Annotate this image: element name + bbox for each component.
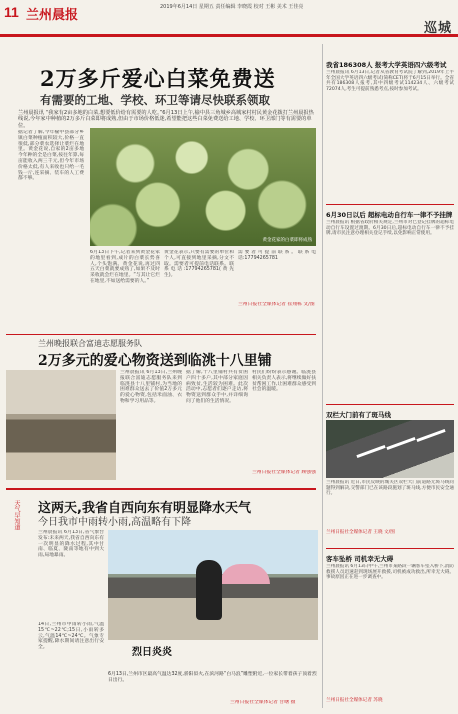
story1-col3: 黄金花表示,只要有需要的单位和个人,可直接到地里采摘,分文不取。需要者可提前电话联系。联系电话:17794265781(黄先生)。 [164, 250, 234, 279]
right-item-exam-title: 我省186308人 报考大学英语四六级考试 [326, 61, 447, 69]
story2-title: 2万多元的爱心物资送到临洮十八里铺 [38, 353, 272, 369]
right-divider-3 [326, 548, 454, 549]
crosswalk-stripe [386, 437, 415, 450]
crosswalk-stripe [356, 445, 385, 458]
right-item-bus [326, 554, 454, 704]
header-info: 2019年6月14日 星期五 责任编辑 李晓霞 校对 王彬 美术 王佳亮 [160, 4, 304, 10]
story3-subtitle: 今日我市中雨转小雨,高温略有下降 [38, 517, 192, 528]
right-item-bus-text: 兰州晨报讯 6月13日中午,兰州市某路段一辆客车坠入桥下,消防救援人员迅速赶到现场展开救援,司机被成功救出,所幸无大碍。事故原因正在进一步调查中。 [326, 564, 454, 581]
story1-contact: 需要者可提前联系。联系电话:17794265781 [238, 250, 316, 261]
story3-divider [6, 488, 316, 490]
right-item-exam-text: 兰州晨报讯 6月13日,记者从省教育考试院了解到,2019年上半年全国大学英语四六级考试(简称CET)将于6月15日举行。全省共有186308人报考,其中四级考试114234人、六级考试72074人,考生可提前熟悉考点,按时参加考试。 [326, 70, 454, 92]
story3-col2: 14日,兰州市中雨转小雨,气温15℃~22℃;15日,小雨转多云,气温14℃~24℃。气象专家提醒,降水期间请注意出行安全。 [38, 622, 104, 651]
story1-col1: 据记者了解,今年榆中县部分乡镇白菜种植面积较大,价格一直很低,部分菜农选择让菜烂在地里。黄金花说,自家的2亩多地今年种的全是白菜,按往年算,每亩能收入两三千元,但今年市场价格太低,有人来收也只给一毛钱一斤,连采摘、装车的人工费都不够。 [18, 130, 84, 182]
weather-side-label: 天气早知道 [13, 500, 20, 530]
story1-col2: 6月13日下午,记者来到黄金花家的地里看到,成片的白菜长势喜人,个头饱满。黄金花说,再过四五天白菜就要成熟了,如果不及时采收就会烂在地里。“与其让它烂在地里,不如送给需要的人。” [90, 250, 160, 284]
story2-pretitle: 兰州晚报联合富迪志愿服务队 [38, 339, 142, 348]
newspaper-logo: 兰州晨报 [26, 8, 79, 23]
right-item-ebike-text: 兰州晨报讯 根据省政府相关规定,兰州市对已登记挂牌的超标电动自行车设置过渡期。6月30日后,超标电动自行车一律不予挂牌,请市民注意办理相关登记手续,以免影响正常使用。 [326, 220, 454, 237]
right-item-bus-title: 客车坠桥 司机幸无大碍 [326, 555, 394, 563]
right-item-ebike [326, 210, 454, 390]
umbrella [220, 564, 270, 584]
story2-divider [6, 334, 316, 335]
right-divider-2 [326, 404, 454, 405]
page-header [0, 0, 458, 37]
crosswalk-stripe [416, 429, 445, 442]
story1-credit: 兰州日报社全媒体记者 崔翔栋 文/图 [238, 302, 315, 307]
group-photo [6, 370, 116, 480]
heat-photo-title: 烈日炎炎 [132, 647, 172, 658]
right-item-crosswalk-title: 双栏大门前有了斑马线 [326, 411, 391, 419]
right-item-crosswalk-text: 兰州晨报讯 近日,市民反映的城关区双栏大门前道路无斑马线问题得到解决,交警部门已在该路段施划了斑马线,方便市民安全通行。 [326, 480, 454, 497]
cabbage-photo-caption: 黄金花家的白菜即将成熟 [262, 238, 312, 243]
story3-title: 这两天,我省自西向东有明显降水天气 [38, 501, 251, 516]
story2-credit: 兰州日报社全媒体记者 顾强强 [252, 470, 316, 475]
right-column-divider [322, 44, 323, 708]
right-item-bus-credit: 兰州日报社全媒体记者 苏晓 [326, 698, 383, 703]
story3-col1: 兰州晨报讯 6月13日,省气象台发布:未来两天,我省自西向东有一次明显的降水过程,其中甘南、临夏、陇南等地有中到大雨,局地暴雨。 [38, 530, 104, 559]
story1-lead: 兰州晨报讯 “我家有2亩多地的白菜,想要低价给有需要的人吃。”6月13日上午,榆中县三角城乡高城家村村民黄金花拨打兰州晨报热线说,今年家中种植的2万多斤白菜即将成熟,但由于市场价格低迷,希望能把这些白菜免费送给工地、学校、环卫部门等有需要的单位。 [18, 110, 314, 129]
story2-col2: 据了解,十八里铺村共有贫困户四十多户,其中部分家庭因病致贫,生活较为困难。此次活动中,志愿者们逐户走访,将物资送到群众手中,并详细询问了他们的生活情况。 [186, 370, 248, 404]
heat-photo [108, 530, 318, 640]
person-figure [196, 560, 222, 620]
cabbage-photo [90, 128, 316, 246]
right-item-crosswalk [326, 410, 454, 536]
story2-col3: 村民们纷纷表示感谢。临洮县相关负责人表示,将继续做好扶贫帮困工作,让困难群众感受到社会的温暖。 [252, 370, 316, 393]
heat-photo-credit: 兰州日报社全媒体记者 甘曙 摄 [230, 700, 296, 705]
right-item-crosswalk-credit: 兰州日报社全媒体记者 王晓 文/图 [326, 530, 395, 535]
right-divider-1 [326, 204, 454, 205]
crosswalk-photo [326, 420, 454, 478]
section-title: 巡城 [423, 21, 452, 36]
story1-subhead: 有需要的工地、学校、环卫等请尽快联系领取 [40, 93, 270, 107]
right-item-exam [326, 60, 454, 198]
heat-photo-caption: 6月13日,兰州市区最高气温达32度,骄阳似火,在滨河路“白马浪”雕塑附近,一位家长带着孩子顶着烈日出行。 [108, 672, 317, 683]
right-item-ebike-title: 6月30日以后 超标电动自行车一律不予挂牌 [326, 211, 453, 219]
story1-headline: 2万多斤爱心白菜免费送 [40, 66, 276, 91]
page-number: 11 [4, 4, 19, 20]
story2-col1: 兰州晨报讯 6月13日,兰州晚报联合富迪志愿服务队来到临洮县十八里铺村,为当地的困难群众送去了价值2万多元的爱心物资,包括米面油、衣物和学习用品等。 [120, 370, 182, 404]
